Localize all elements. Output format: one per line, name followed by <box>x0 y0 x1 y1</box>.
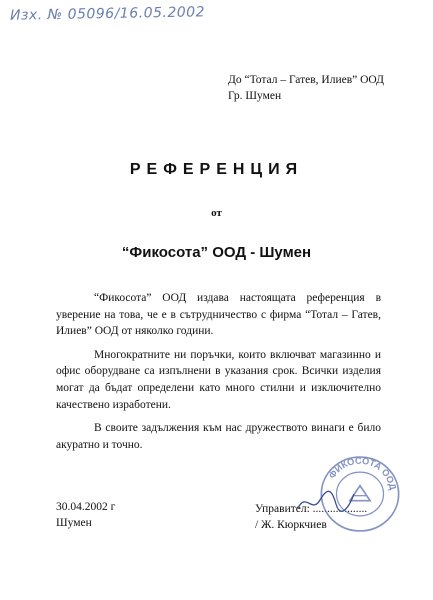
addressee-line-1: До “Тотал – Гатев, Илиев” ООД <box>228 74 385 86</box>
footer-date-block <box>56 499 115 531</box>
addressee-line-2: Гр. Шумен <box>228 90 282 102</box>
addressee-block <box>228 72 384 104</box>
document-title: РЕФЕРЕНЦИЯ <box>129 161 304 178</box>
company-name: “Фикосота” ООД - Шумен <box>121 244 312 261</box>
manager-name: / Ж. Кюркчиев <box>255 519 327 531</box>
letter-body <box>56 290 381 460</box>
stamp-text: ФИКОСОТА ООД <box>326 455 399 491</box>
handwritten-reference-number: Изх. № 05096/16.05.2002 <box>9 4 206 24</box>
from-label: от <box>211 207 222 219</box>
footer-date: 30.04.2002 г <box>56 501 116 513</box>
paragraph-3: В своите задължения към нас дружеството винаги е било акуратно и точно. <box>56 422 381 451</box>
manager-label: Управител: ................... <box>255 503 368 515</box>
paragraph-2: Многократните ни поръчки, които включват магазинно и офис оборудване са изпълнени в указания срок. Всички изделия могат да бъдат определени като много стилни и изключително качествено изработени. <box>56 348 381 411</box>
paragraph-1: “Фикосота” ООД издава настоящата референция в уверение на това, че е в сътрудничество с фирма “Тотал – Гатев, Илиев” ООД от няколко години. <box>56 292 381 338</box>
signature-scribble-icon <box>296 486 356 516</box>
footer-city: Шумен <box>56 517 92 529</box>
